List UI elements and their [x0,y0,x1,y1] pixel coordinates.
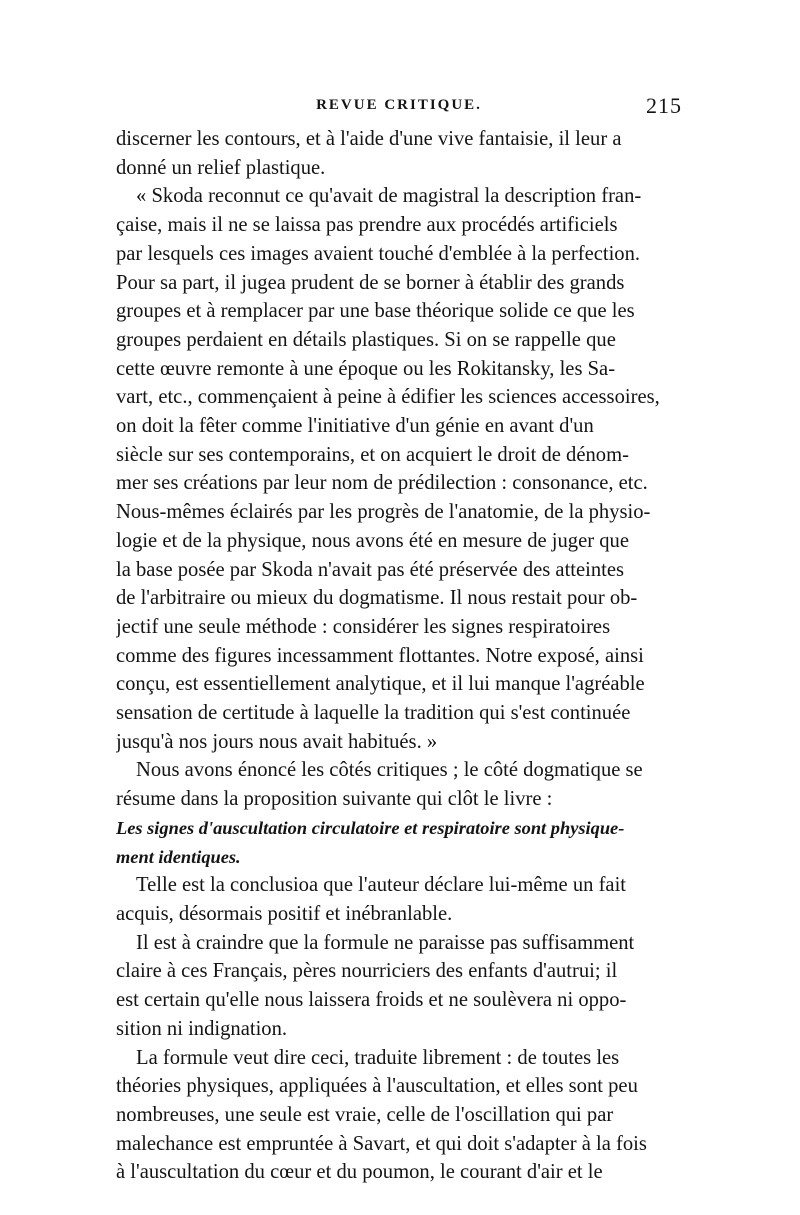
text-line: groupes et à remplacer par une base théorique solide ce que les [116,300,635,323]
text-line: nombreuses, une seule est vraie, celle de l'oscillation qui par [116,1103,614,1126]
text-line: siècle sur ses contemporains, et on acquiert le droit de dénom- [116,443,629,466]
text-line: malechance est empruntée à Savart, et qui doit s'adapter à la fois [116,1132,647,1155]
italic-proposition-line: ment identiques. [116,846,241,867]
text-line: Telle est la conclusioa que l'auteur déclare lui-même un fait [136,874,627,897]
text-line: groupes perdaient en détails plastiques. Si on se rappelle que [116,328,616,351]
text-line: logie et de la physique, nous avons été en mesure de juger que [116,529,629,552]
text-line: discerner les contours, et à l'aide d'une vive fantaisie, il leur a [116,128,622,150]
text-line: de l'arbitraire ou mieux du dogmatisme. Il nous restait pour ob- [116,587,638,610]
text-line: jectif une seule méthode : considérer les signes respiratoires [116,615,611,638]
text-line: jusqu'à nos jours nous avait habitués. » [116,730,438,753]
text-line: par lesquels ces images avaient touché d'emblée à la perfection. [116,242,641,265]
page-number: 215 [646,93,682,118]
text-line: comme des figures incessamment flottantes. Notre exposé, ainsi [116,644,644,667]
text-line: cette œuvre remonte à une époque ou les Rokitansky, les Sa- [116,357,616,380]
text-line: on doit la fêter comme l'initiative d'un génie en avant d'un [116,415,594,438]
text-line: acquis, désormais positif et inébranlable. [116,902,453,925]
text-line: Nous avons énoncé les côtés critiques ; le côté dogmatique se [136,759,643,782]
text-line: mer ses créations par leur nom de prédilection : consonance, etc. [116,472,648,495]
text-line: sition ni indignation. [116,1017,288,1040]
text-line: sensation de certitude à laquelle la tradition qui s'est continuée [116,702,631,725]
text-line: La formule veut dire ceci, traduite librement : de toutes les [136,1046,620,1069]
text-line: est certain qu'elle nous laissera froids et ne soulèvera ni oppo- [116,989,627,1012]
text-line: Pour sa part, il jugea prudent de se borner à établir des grands [116,271,625,294]
text-line: donné un relief plastique. [116,156,326,179]
text-line: claire à ces Français, pères nourriciers des enfants d'autrui; il [116,960,618,983]
text-line: Nous-mêmes éclairés par les progrès de l'anatomie, de la physio- [116,501,651,524]
text-line: « Skoda reconnut ce qu'avait de magistral la description fran- [136,185,642,208]
running-head [116,93,682,125]
text-line: Il est à craindre que la formule ne paraisse pas suffisamment [136,931,635,954]
running-title: REVUE CRITIQUE. [316,97,482,113]
italic-proposition-line: Les signes d'auscultation circulatoire et respiratoire sont physique- [116,817,625,838]
text-line: à l'auscultation du cœur et du poumon, le courant d'air et le [116,1161,603,1184]
text-line: conçu, est essentiellement analytique, et il lui manque l'agréable [116,673,645,696]
text-line: résume dans la proposition suivante qui clôt le livre : [116,788,553,811]
text-line: vart, etc., commençaient à peine à édifier les sciences accessoires, [116,386,660,409]
text-line: çaise, mais il ne se laissa pas prendre aux procédés artificiels [116,214,618,237]
body-text [116,125,682,1187]
text-line: la base posée par Skoda n'avait pas été préservée des atteintes [116,558,625,581]
book-page [116,93,682,1193]
text-line: théories physiques, appliquées à l'auscultation, et elles sont peu [116,1075,638,1098]
